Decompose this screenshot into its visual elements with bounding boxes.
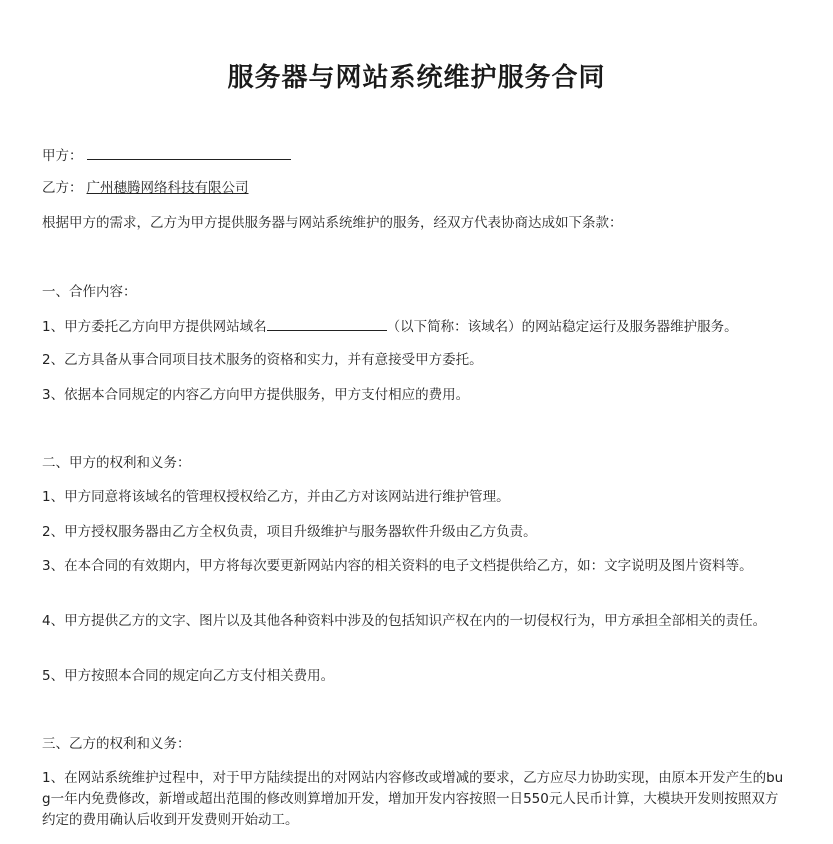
party-b-label: 乙方：: [42, 180, 83, 196]
section-3-item-1: 1、在网站系统维护过程中，对于甲方陆续提出的对网站内容修改或增减的要求，乙方应尽力协助实现，由原本开发产生的bug一年内免费修改，新增或超出范围的修改则算增加开发，增加开发内容按照一日550元人民币计算，大模块开发则按照双方约定的费用确认后收到开发费则开始动工。: [42, 770, 784, 828]
section-1-item-1: [42, 316, 790, 338]
party-a-name-blank: [87, 145, 291, 160]
section-2-item-2: 2、甲方授权服务器由乙方全权负责，项目升级维护与服务器软件升级由乙方负责。: [42, 524, 537, 540]
party-b-name: 广州穗腾网络科技有限公司: [86, 180, 249, 196]
document-title: 服务器与网站系统维护服务合同: [227, 63, 606, 93]
section-2-item-4: 4、甲方提供乙方的文字、图片以及其他各种资料中涉及的包括知识产权在内的一切侵权行为，甲方承担全部相关的责任。: [42, 613, 767, 629]
section-1-heading: 一、合作内容：: [42, 284, 137, 300]
intro-paragraph: 根据甲方的需求，乙方为甲方提供服务器与网站系统维护的服务，经双方代表协商达成如下条款：: [42, 215, 623, 231]
section-1-item-1-text-after: （以下简称：该域名）的网站稳定运行及服务器维护服务。: [386, 319, 738, 335]
section-1-item-1-text-before: 1、甲方委托乙方向甲方提供网站域名: [42, 319, 267, 335]
domain-name-blank: [267, 316, 387, 331]
section-3-heading: 三、乙方的权利和义务：: [42, 736, 191, 752]
party-a-line: [42, 145, 790, 167]
section-2-heading: 二、甲方的权利和义务：: [42, 455, 191, 471]
party-a-label: 甲方：: [42, 148, 83, 164]
section-1-item-3: 3、依据本合同规定的内容乙方向甲方提供服务，甲方支付相应的费用。: [42, 387, 470, 403]
section-2-item-5: 5、甲方按照本合同的规定向乙方支付相关费用。: [42, 668, 335, 684]
section-2-item-3: 3、在本合同的有效期内，甲方将每次要更新网站内容的相关资料的电子文档提供给乙方，如：文字说明及图片资料等。: [42, 558, 753, 574]
section-2-item-1: 1、甲方同意将该域名的管理权授权给乙方，并由乙方对该网站进行维护管理。: [42, 489, 510, 505]
section-1-item-2: 2、乙方具备从事合同项目技术服务的资格和实力，并有意接受甲方委托。: [42, 352, 483, 368]
party-b-line: [42, 178, 790, 199]
